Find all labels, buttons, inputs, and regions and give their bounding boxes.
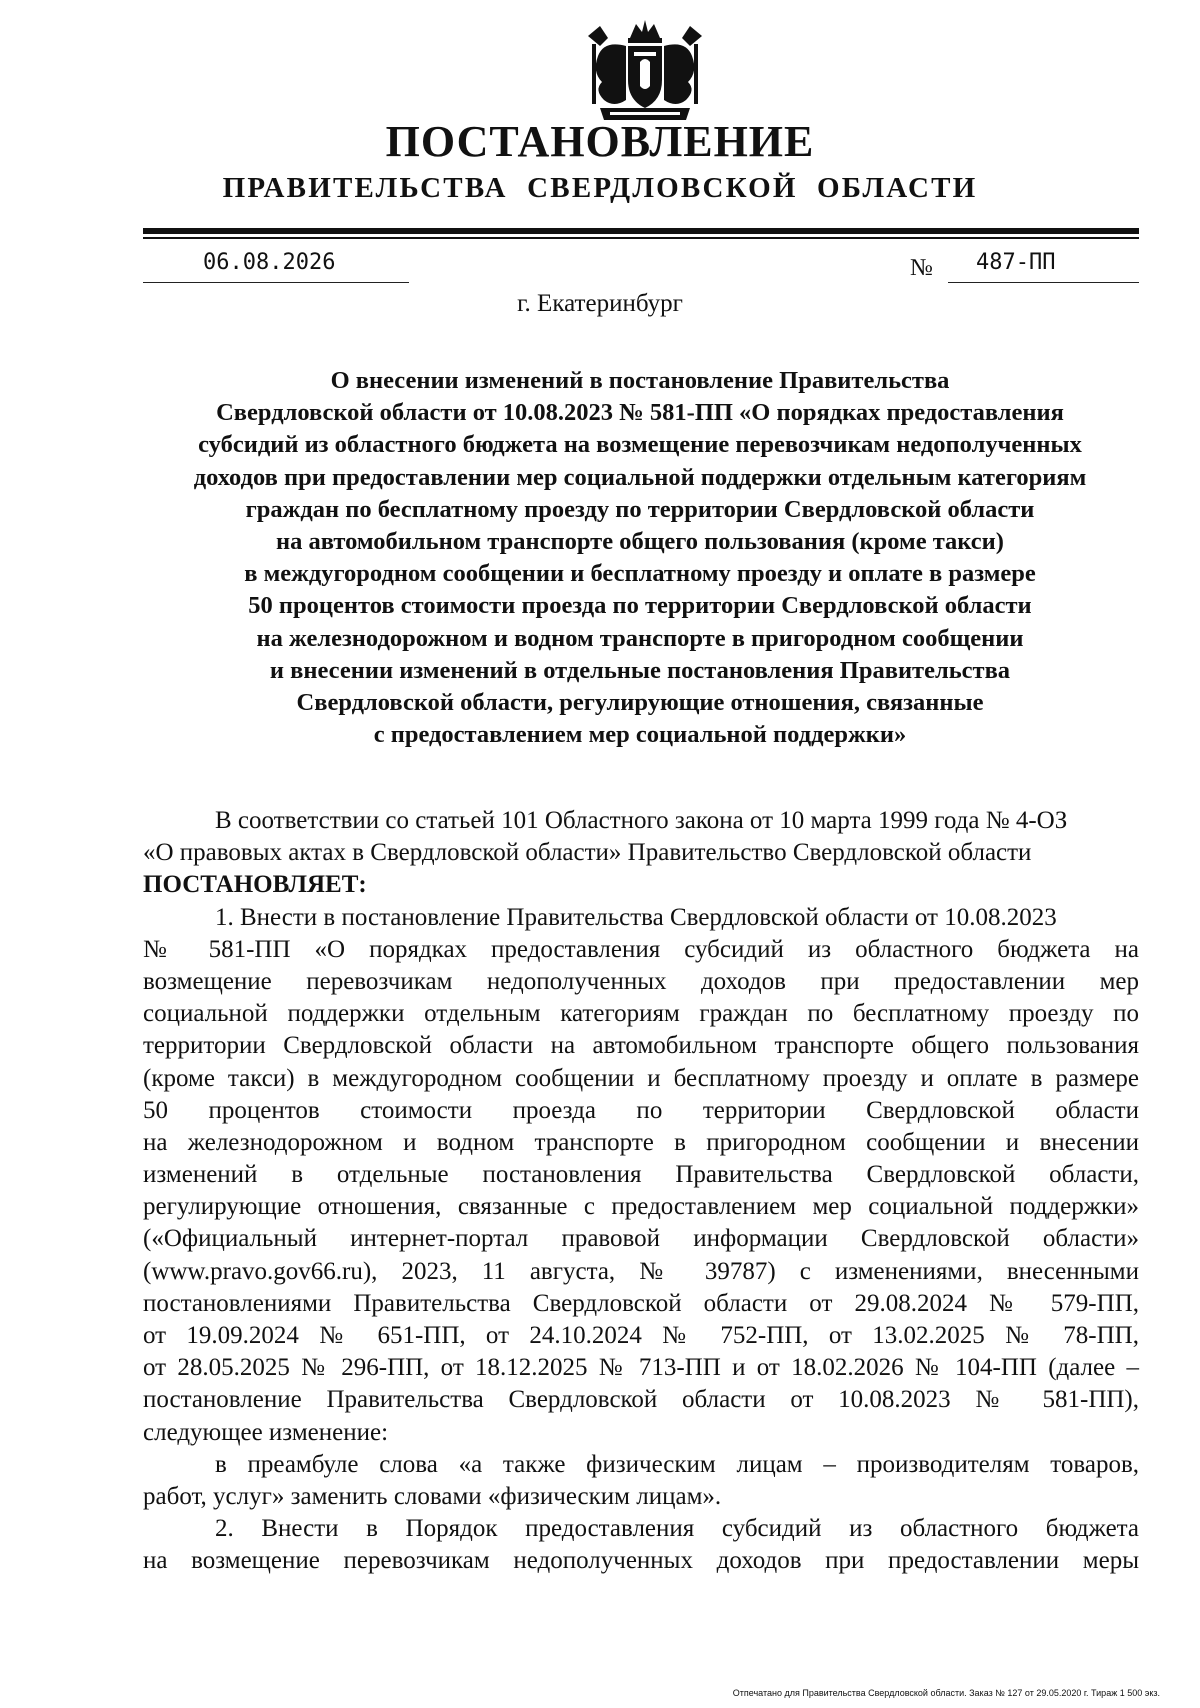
heading-line: граждан по бесплатному проезду по территории Свердловской области — [245, 495, 1035, 523]
body-line: работ, услуг» заменить словами «физическим лицам». — [143, 1482, 722, 1510]
heading-line: Свердловской области от 10.08.2023 № 581-ПП «О порядках предоставления — [216, 399, 1064, 427]
document-number: 487-ПП — [976, 250, 1056, 275]
date-underline — [143, 282, 409, 283]
print-footer: Отпечатано для Правительства Свердловской области. Заказ № 127 от 29.05.2020 г. Тираж 1 500 экз. — [732, 1688, 1160, 1698]
body-line: следующее изменение: — [143, 1418, 389, 1446]
number-underline — [948, 282, 1139, 283]
header-rule-thin — [143, 237, 1139, 239]
body-line: 2. Внести в Порядок предоставления субсидий из областного бюджета — [215, 1515, 1139, 1543]
body-line: возмещение перевозчикам недополученных доходов при предоставлении мер — [143, 967, 1139, 995]
body-line: от 28.05.2025 № 296-ПП, от 18.12.2025 № 713-ПП и от 18.02.2026 № 104-ПП (далее – — [143, 1354, 1139, 1382]
number-field — [948, 250, 1139, 283]
body-line: постановлениями Правительства Свердловской области от 29.08.2024 № 579-ПП, — [143, 1289, 1139, 1317]
decree-word: ПОСТАНОВЛЯЕТ: — [143, 871, 367, 899]
document-body — [143, 805, 1139, 1578]
body-line: (www.pravo.gov66.ru), 2023, 11 августа, № 39787) с изменениями, внесенными — [143, 1257, 1139, 1285]
body-line: территории Свердловской области на автомобильном транспорте общего пользования — [143, 1032, 1139, 1060]
heading-line: О внесении изменений в постановление Правительства — [330, 367, 950, 394]
body-line: от 19.09.2024 № 651-ПП, от 24.10.2024 № 752-ПП, от 13.02.2025 № 78-ПП, — [143, 1322, 1139, 1349]
heading-line: доходов при предоставлении мер социальной поддержки отдельным категориям — [193, 463, 1087, 491]
body-line: № 581-ПП «О порядках предоставления субсидий из областного бюджета на — [143, 935, 1139, 963]
body-line: изменений в отдельные постановления Правительства Свердловской области, — [143, 1161, 1139, 1189]
heading-line: с предоставлением мер социальной поддержки» — [373, 721, 907, 749]
body-line: («Официальный интернет-портал правовой информации Свердловской области» — [143, 1225, 1139, 1253]
body-line: в преамбуле слова «а также физическим лицам – производителям товаров, — [215, 1450, 1139, 1478]
body-line: на железнодорожном и водном транспорте в пригородном сообщении и внесении — [143, 1128, 1139, 1156]
body-line: социальной поддержки отдельным категориям граждан по бесплатному проезду по — [143, 1000, 1139, 1028]
body-line: на возмещение перевозчикам недополученных доходов при предоставлении меры — [143, 1547, 1139, 1575]
body-line: В соответствии со статьей 101 Областного закона от 10 марта 1999 года № 4-ОЗ — [215, 807, 1068, 834]
date-field — [143, 250, 409, 283]
body-line: постановление Правительства Свердловской области от 10.08.2023 № 581-ПП), — [143, 1386, 1139, 1414]
heading-line: в междугородном сообщении и бесплатному проезду и оплате в размере — [244, 560, 1036, 588]
body-line: 50 процентов стоимости проезда по территории Свердловской области — [143, 1096, 1139, 1124]
body-line: (кроме такси) в междугородном сообщении и бесплатному проезду и оплате в размере — [143, 1064, 1139, 1092]
heading-line: 50 процентов стоимости проезда по территории Свердловской области — [248, 592, 1032, 620]
heading-line: и внесении изменений в отдельные постановления Правительства — [269, 656, 1011, 684]
heading-line: на железнодорожном и водном транспорте в пригородном сообщении — [256, 624, 1024, 652]
document-heading — [130, 365, 1150, 751]
document-issuer: ПРАВИТЕЛЬСТВА СВЕРДЛОВСКОЙ ОБЛАСТИ — [222, 172, 978, 204]
city: г. Екатеринбург — [517, 290, 683, 317]
document-title: ПОСТАНОВЛЕНИЕ — [385, 117, 815, 166]
document-date: 06.08.2026 — [203, 250, 336, 275]
body-line: регулирующие отношения, связанные с предоставлением мер социальной поддержки» — [143, 1193, 1139, 1221]
body-line: 1. Внести в постановление Правительства Свердловской области от 10.08.2023 — [215, 903, 1057, 931]
heading-line: на автомобильном транспорте общего пользования (кроме такси) — [276, 528, 1004, 556]
header-rule-thick — [143, 228, 1139, 234]
coat-of-arms-emblem — [570, 16, 720, 128]
heading-line: субсидий из областного бюджета на возмещение перевозчикам недополученных — [198, 431, 1082, 459]
heading-line: Свердловской области, регулирующие отношения, связанные — [296, 689, 984, 717]
body-line: «О правовых актах в Свердловской области» Правительство Свердловской области — [143, 839, 1032, 867]
number-sign: № — [910, 255, 933, 281]
